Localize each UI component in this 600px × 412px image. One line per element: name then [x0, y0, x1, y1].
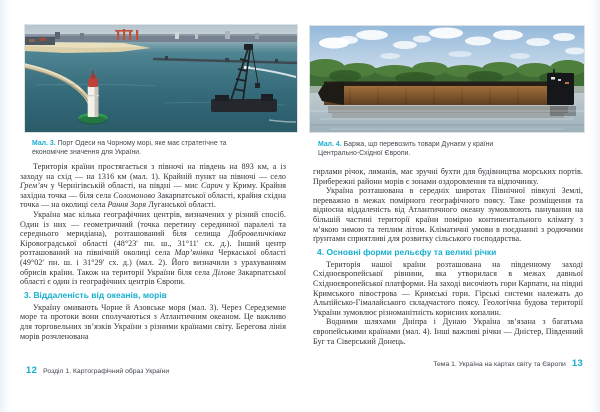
figure-4-caption: [318, 140, 508, 158]
running-title: Тема 1. Україна на картах світу та Європи: [433, 361, 566, 368]
body-paragraph: Україна розташована в середніх широтах Північної півкулі Землі, переважно в межах помірного географічного поясу. Таке розміщення та відносна віддаленість від Атлантичного океану зумовлюють панування на більшій частині території країни помірно континентального клімату з м’якою зимою та теплим літом. Кліматичні умови в поєднанні з родючими ґрунтами сприятливі для розвитку сільського господарства.: [313, 186, 583, 244]
page-number: 12: [26, 365, 38, 376]
section-heading: 3. Віддаленість від океанів, морів: [24, 290, 167, 301]
figure-3-caption: [32, 139, 230, 157]
left-footer: [26, 365, 169, 376]
right-body-text: [313, 167, 583, 346]
figure-4-text: Баржа, що перевозить товари Дунаєм у країни Центрально-Східної Європи.: [318, 141, 494, 158]
body-paragraph: Територія країни простягається з півночі на південь на 893 км, а із заходу на схід — на 1316 км (мал. 1). Крайній пункт на півночі — село Грем’яч у Чернігівській області, на півдні — мис Сарич у Криму. Крайня західна точка — біля села Соломоново Закарпатської області, крайня східна точка — на околиці села Рання Зоря Луганської області.: [20, 162, 286, 210]
page-number: 13: [571, 358, 583, 369]
photo-danube-barge: [310, 26, 584, 132]
figure-3-label: Мал. 3.: [32, 140, 56, 147]
body-paragraph: Територія нашої країни розташована на південному заході Східноєвропейської рівнини, яка утворилася в межах давньої Східноєвропейської платформи. На заході височіють гори Карпати, на півдні Кримського півострова — Кримські гори. Гірські системи належать до Альпійсько-Гімалайського складчастого поясу. Геологічна будова території України зумовлює різноманітність корисних копалин.: [313, 259, 583, 317]
body-paragraph: Водними шляхами Дніпра і Дунаю Україна зв’язана з багатьма європейськими країнами (мал. 4). Інші важливі річки — Дністер, Південний Буг та Сіверський Донець.: [313, 317, 583, 346]
figure-3-text: Порт Одеси на Чорному морі, яке має стратегічне та економічне значення для України.: [32, 140, 227, 157]
figure-4-label: Мал. 4.: [318, 141, 342, 148]
body-paragraph: Україну омивають Чорне й Азовське моря (мал. 3). Через Середземне море та протоки вони сполучаються з Атлантичним океаном. Це важливо для торговельних зв’язків України з різними країнами світу. Берегова лінія морів розчленована: [20, 302, 286, 341]
left-body-text: [20, 162, 286, 341]
section-heading: 4. Основні форми рельєфу та великі річки: [317, 247, 497, 258]
body-paragraph: гирлами річок, лиманів, має зручні бухти для будівництва морських портів. Прибережні райони морів є зонами оздоровлення та відпочинку.: [313, 167, 583, 186]
danube-barge-illustration: [310, 26, 584, 132]
running-title: Розділ 1. Картографічний образ України: [43, 368, 170, 375]
page-right: [300, 0, 600, 412]
body-paragraph: Україна має кілька географічних центрів, визначених у різний спосіб. Один із них — геометричний (точка перетину серединної паралелі та середнього меридіана), розташований біля селища Добровеличківка Кіровоградської області (48°23′ пн. ш., 31°11′ сх. д.). Інший центр розташований на північній околиці села Мар’янівка Черкаської області (49°02′ пн. ш. і 31°29′ сх. д.) (мал. 2). Його визначили з урахуванням обрисів країни. Також на території України біля села Ділове Закарпатської області є один із географічних центрів Європи.: [20, 209, 286, 287]
odesa-port-illustration: [25, 25, 297, 132]
photo-odesa-port: [25, 25, 297, 132]
right-footer: [433, 358, 583, 369]
